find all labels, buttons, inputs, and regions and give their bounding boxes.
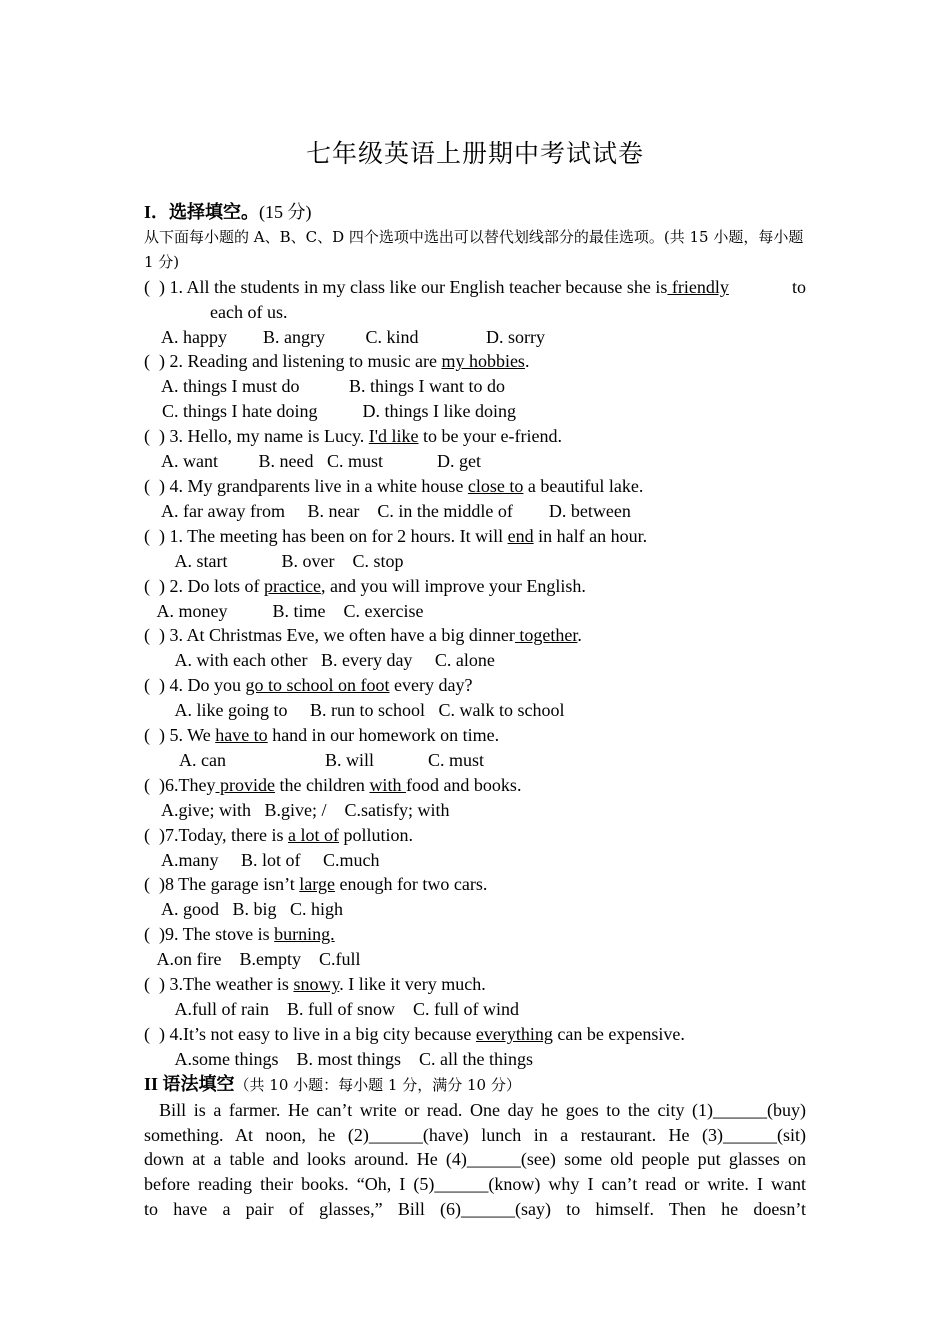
question-stem xyxy=(144,424,806,449)
question-stem xyxy=(144,474,806,499)
question-text-before: ( ) 1. The meeting has been on for 2 hours. It will xyxy=(144,525,508,546)
question-text-before: ( ) 2. Do lots of xyxy=(144,575,264,596)
question-text-before: ( ) 4.It’s not easy to live in a big city because xyxy=(144,1023,476,1044)
exam-content xyxy=(144,200,806,1222)
question-continuation: each of us. xyxy=(210,301,288,322)
question-text-before: ( ) 3. At Christmas Eve, we often have a big dinner xyxy=(144,625,515,646)
question-stem xyxy=(144,524,806,549)
question-text xyxy=(144,526,647,546)
passage-line: Bill is a farmer. He can’t write or read. One day he goes to the city (1)______(buy) xyxy=(144,1099,806,1120)
underlined-phrase: end xyxy=(507,525,534,546)
underlined-phrase: burning. xyxy=(274,924,335,945)
answer-options: A. happy B. angry C. kind D. sorry xyxy=(144,326,545,347)
question-text-before: ( ) 3. Hello, my name is Lucy. xyxy=(144,426,369,447)
underlined-phrase: I'd like xyxy=(368,426,419,447)
question-text-after: pollution. xyxy=(339,824,414,845)
underlined-phrase: snowy xyxy=(293,974,340,995)
question-text xyxy=(144,675,472,695)
question-text-before: ( ) 3.The weather is xyxy=(144,974,294,995)
passage-line: before reading their books. “Oh, I (5)______(know) why I can’t read or write. I want xyxy=(144,1174,806,1195)
question-text-before: ( )8 The garage isn’t xyxy=(144,874,300,895)
underlined-phrase: with xyxy=(369,774,406,795)
answer-options: A. with each other B. every day C. alone xyxy=(144,650,495,671)
question-text xyxy=(144,1024,685,1044)
question-text-after: in half an hour. xyxy=(533,525,648,546)
question-text-after: enough for two cars. xyxy=(334,874,488,895)
question-text xyxy=(144,351,529,371)
question-text-before: ( ) 4. Do you xyxy=(144,675,246,696)
question-stem xyxy=(144,349,806,374)
answer-options: A. can B. will C. must xyxy=(144,749,485,770)
answer-options: A.give; with B.give; / C.satisfy; with xyxy=(144,799,450,820)
answer-options: A. start B. over C. stop xyxy=(144,550,404,571)
question-text-after: . xyxy=(524,351,530,372)
question-text xyxy=(144,924,335,944)
answer-options: A. good B. big C. high xyxy=(144,899,344,920)
question-text-before: ( ) 1. All the students in my class like our English teacher because she is xyxy=(144,276,668,297)
section1-instruction: 从下面每小题的 A、B、C、D 四个选项中选出可以替代划线部分的最佳选项。(共 15 小题，每小题 1 分) xyxy=(144,227,804,271)
underlined-phrase: close to xyxy=(467,475,524,496)
question-text xyxy=(144,725,499,745)
question-stem xyxy=(144,972,806,997)
question-text-before: ( )6.They xyxy=(144,774,216,795)
question-text-after: food and books. xyxy=(405,774,522,795)
question-text-before: ( )9. The stove is xyxy=(144,924,275,945)
question-stem xyxy=(144,773,806,798)
question-text-after: . I like it very much. xyxy=(339,974,486,995)
question-text-before: ( ) 4. My grandparents live in a white house xyxy=(144,475,468,496)
question-text-after: . xyxy=(577,625,582,646)
passage-line: down at a table and looks around. He (4)______(see) some old people put glasses on xyxy=(144,1149,806,1170)
answer-options: A.on fire B.empty C.full xyxy=(144,949,361,970)
question-text xyxy=(144,476,643,496)
grammar-passage xyxy=(144,1098,806,1223)
passage-line: to have a pair of glasses,” Bill (6)______(say) to himself. Then he doesn’t xyxy=(144,1199,806,1220)
underlined-phrase: large xyxy=(299,874,335,895)
question-text-before: ( ) 2. Reading and listening to music are xyxy=(144,351,442,372)
question-text-before: ( ) 5. We xyxy=(144,725,216,746)
section1-title: 选择填空。 xyxy=(169,202,260,222)
exam-title: 七年级英语上册期中考试试卷 xyxy=(305,139,644,168)
question-text-after: to be your e-friend. xyxy=(418,426,562,447)
question-text xyxy=(144,775,521,795)
question-text xyxy=(144,874,487,894)
passage-line: something. At noon, he (2)______(have) lunch in a restaurant. He (3)______(sit) xyxy=(144,1124,806,1145)
question-text-after: can be expensive. xyxy=(552,1023,685,1044)
answer-options: A.many B. lot of C.much xyxy=(144,849,380,870)
underlined-phrase: have to xyxy=(215,725,268,746)
question-text xyxy=(144,974,486,994)
question-text-after: the children xyxy=(274,774,370,795)
question-text-after: hand in our homework on time. xyxy=(267,725,500,746)
question-text xyxy=(144,825,413,845)
question-text-after: every day? xyxy=(389,675,473,696)
section1-score: (15 分) xyxy=(259,202,312,222)
answer-options: A. things I must do B. things I want to do xyxy=(144,376,506,397)
section2-score: （共 10 小题：每小题 1 分，满分 10 分） xyxy=(234,1075,521,1094)
underlined-phrase: go to school on foot xyxy=(245,675,390,696)
answer-options: A. far away from B. near C. in the middle of D. between xyxy=(144,500,631,521)
section1-heading xyxy=(144,200,806,225)
question-text xyxy=(144,576,586,596)
answer-options: C. things I hate doing D. things I like doing xyxy=(144,401,516,422)
underlined-phrase: everything xyxy=(475,1023,553,1044)
section2-heading xyxy=(144,1072,806,1098)
question-stem xyxy=(144,275,806,300)
question-text xyxy=(144,275,729,300)
answer-options: A.full of rain B. full of snow C. full of wind xyxy=(144,999,519,1019)
question-text xyxy=(144,625,582,645)
underlined-phrase: a lot of xyxy=(288,824,340,845)
underlined-phrase: provide xyxy=(215,774,275,795)
underlined-phrase: practice xyxy=(264,575,321,596)
question-stem xyxy=(144,673,806,698)
question-stem xyxy=(144,574,806,599)
question-stem xyxy=(144,872,806,897)
underlined-phrase: together xyxy=(514,625,578,646)
answer-options: A. like going to B. run to school C. walk to school xyxy=(144,700,565,721)
question-stem xyxy=(144,1022,806,1047)
answer-options: A.some things B. most things C. all the things xyxy=(144,1048,534,1069)
question-text xyxy=(144,426,562,446)
question-text-after: a beautiful lake. xyxy=(523,475,644,496)
question-stem xyxy=(144,823,806,848)
section2-title: II 语法填空 xyxy=(144,1073,235,1094)
question-stem xyxy=(144,723,806,748)
question-text-after: to xyxy=(791,276,806,297)
answer-options: A. money B. time C. exercise xyxy=(144,600,424,621)
section1-number: I． xyxy=(144,202,170,222)
underlined-phrase: friendly xyxy=(667,276,729,297)
answer-options: A. want B. need C. must D. get xyxy=(144,451,481,472)
question-stem xyxy=(144,623,806,648)
question-text-after: , and you will improve your English. xyxy=(320,575,586,596)
question-text-before: ( )7.Today, there is xyxy=(144,824,289,845)
underlined-phrase: my hobbies xyxy=(441,351,525,372)
question-stem xyxy=(144,922,806,947)
question-list xyxy=(144,275,806,1072)
